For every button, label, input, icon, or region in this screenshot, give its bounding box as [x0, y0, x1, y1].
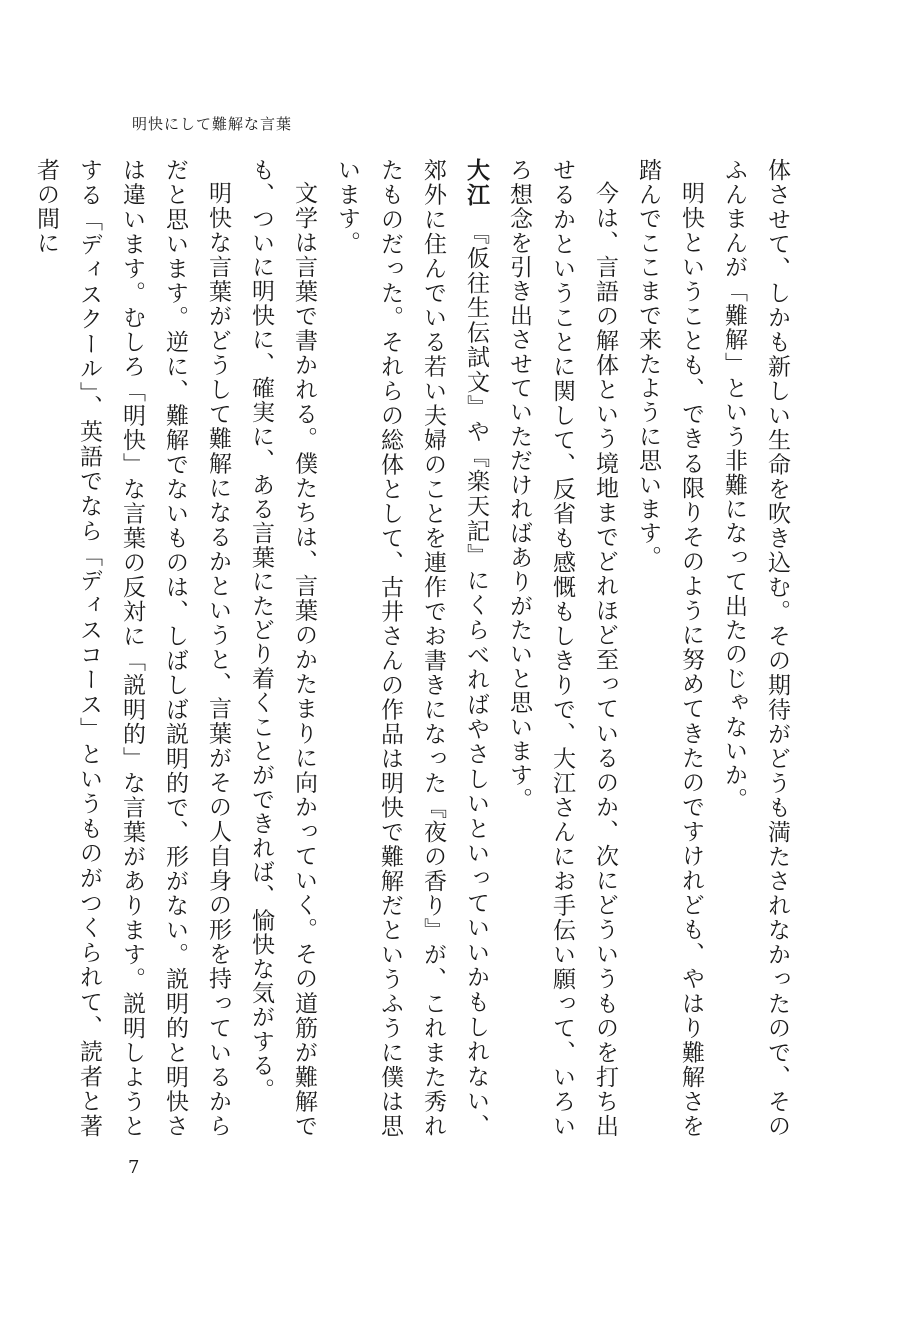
speaker-name: 大江: [463, 158, 489, 208]
paragraph: [626, 158, 712, 1138]
paragraph: [24, 158, 239, 1138]
paragraph-text: 体させて、しかも新しい生命を吹き込む。その期待がどうも満たされなかったので、そのふんまんが「難解」という非難になって出たのじゃないか。: [721, 158, 790, 1138]
paragraph-text: 明快ということも、できる限りそのように努めてきたのですけれども、やはり難解さを踏んでここまで来たように思います。: [635, 158, 704, 1138]
running-head: 明快にして難解な言葉: [132, 115, 293, 133]
page-number: 7: [128, 1157, 141, 1178]
paragraph-text: 文学は言葉で書かれる。僕たちは、言葉のかたまりに向かっていく。その道筋が難解でも、ついに明快に、確実に、ある言葉にたどり着くことができれば、愉快な気がする。: [248, 158, 317, 1138]
paragraph-text: 『仮往生伝試文』や『楽天記』にくらべればやさしいといっていいかもしれない、郊外に住んでいる若い夫婦のことを連作でお書きになった『夜の香り』が、これまた秀れたものだった。それらの総体として、古井さんの作品は明快で難解だというふうに僕は思います。: [334, 158, 489, 1138]
paragraph-text: 今は、言語の解体という境地までどれほど至っているのか、次にどういうものを打ち出せるかということに関して、反省も感慨もしきりで、大江さんにお手伝い願って、いろいろ想念を引き出させていただければありがたいと思います。: [506, 158, 618, 1138]
paragraph: [712, 158, 798, 1138]
body-text: [33, 158, 798, 1138]
paragraph-text: 明快な言葉がどうして難解になるかというと、言葉がその人自身の形を持っているからだと思います。逆に、難解でないものは、しばしば説明的で、形がない。説明的と明快さは違います。むしろ「明快」な言葉の反対に「説明的」な言葉があります。説明しようとする「ディスクール」、英語でなら「ディスコース」というものがつくられて、読者と著者の間に: [33, 158, 231, 1138]
paragraph: [239, 158, 325, 1138]
paragraph: [497, 158, 626, 1138]
paragraph-dialogue: [325, 158, 497, 1138]
